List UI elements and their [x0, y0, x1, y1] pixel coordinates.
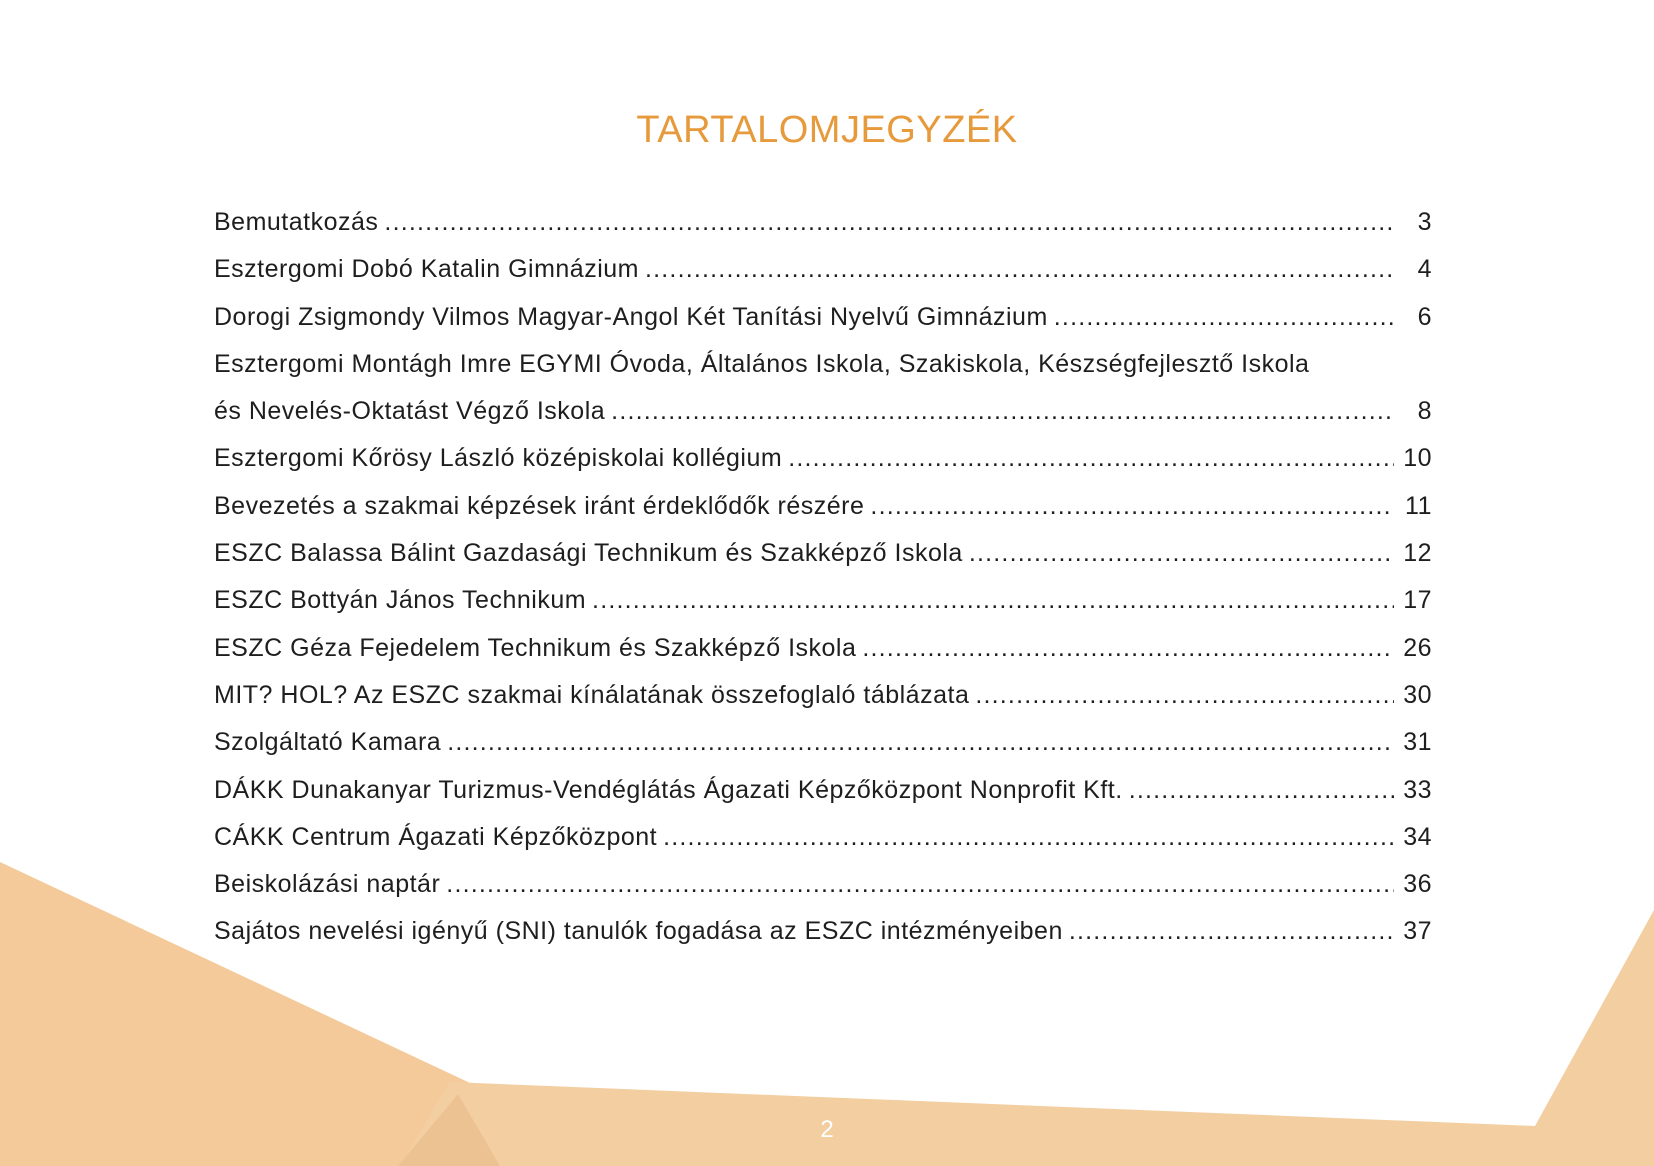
- toc-entry[interactable]: [214, 586, 1432, 633]
- toc-entry-label: és Nevelés-Oktatást Végző Iskola: [214, 397, 606, 426]
- toc-entry-label: DÁKK Dunakanyar Turizmus-Vendéglátás Ágazati Képzőközpont Nonprofit Kft.: [214, 775, 1123, 804]
- toc-entry-label: Sajátos nevelési igényű (SNI) tanulók fogadása az ESZC intézményeiben: [214, 917, 1063, 946]
- toc-entry-label: MIT? HOL? Az ESZC szakmai kínálatának összefoglaló táblázata: [214, 680, 970, 709]
- dot-leader: [446, 870, 1394, 899]
- dot-leader: [611, 397, 1394, 426]
- toc-entry[interactable]: [214, 208, 1432, 255]
- toc-entry[interactable]: [214, 303, 1432, 350]
- toc-entry-page: 3: [1417, 208, 1432, 236]
- toc-entry[interactable]: [214, 634, 1432, 681]
- toc-entry[interactable]: [214, 870, 1432, 917]
- dot-leader: [645, 255, 1394, 284]
- toc-entry-page: 33: [1403, 775, 1432, 804]
- toc-entry-page: 4: [1417, 255, 1432, 284]
- dot-leader: [862, 634, 1394, 663]
- toc-entry[interactable]: [214, 492, 1432, 539]
- toc-entry[interactable]: [214, 397, 1432, 444]
- toc-entry-page: 37: [1403, 917, 1432, 946]
- dot-leader: [1069, 917, 1394, 946]
- toc-entry[interactable]: [214, 776, 1432, 823]
- toc-entry-page: 26: [1403, 633, 1432, 662]
- toc-entry[interactable]: [214, 444, 1432, 491]
- dot-leader: [870, 492, 1394, 521]
- toc-entry-label: Dorogi Zsigmondy Vilmos Magyar-Angol Két Tanítási Nyelvű Gimnázium: [214, 302, 1048, 331]
- dot-leader: [975, 681, 1394, 710]
- toc-entry-label: Esztergomi Montágh Imre EGYMI Óvoda, Általános Iskola, Szakiskola, Készségfejlesztő Iskola: [214, 349, 1310, 378]
- dot-leader: [384, 208, 1394, 237]
- toc-entry[interactable]: [214, 350, 1432, 397]
- page-number: 2: [820, 1116, 834, 1143]
- toc-entry[interactable]: [214, 917, 1432, 964]
- toc-entry-label: CÁKK Centrum Ágazati Képzőközpont: [214, 822, 658, 851]
- toc-entry[interactable]: [214, 539, 1432, 586]
- toc-entry[interactable]: [214, 823, 1432, 870]
- toc-entry-page: 12: [1403, 539, 1432, 568]
- toc-entry-page: 30: [1403, 680, 1432, 709]
- dot-leader: [663, 823, 1394, 852]
- toc-entry-page: 36: [1403, 870, 1432, 899]
- toc-entry-label: ESZC Bottyán János Technikum: [214, 586, 587, 615]
- toc-entry-label: Beiskolázási naptár: [214, 870, 441, 899]
- toc-entry-label: Bevezetés a szakmai képzések iránt érdeklődők részére: [214, 491, 865, 520]
- toc-entry-label: Szolgáltató Kamara: [214, 728, 442, 757]
- toc-entry-label: Esztergomi Kőrösy László középiskolai kollégium: [214, 444, 783, 473]
- toc-entry-page: 10: [1403, 444, 1432, 473]
- toc-entry[interactable]: [214, 255, 1432, 302]
- toc-entry-page: 17: [1403, 586, 1432, 615]
- dot-leader: [969, 539, 1394, 568]
- toc-entry-page: 31: [1403, 728, 1432, 757]
- dot-leader: [1129, 776, 1394, 805]
- toc-entry-label: ESZC Géza Fejedelem Technikum és Szakképző Iskola: [214, 633, 857, 662]
- toc-entry-label: Bemutatkozás: [214, 208, 379, 236]
- table-of-contents: [214, 208, 1432, 965]
- dot-leader: [447, 728, 1394, 757]
- dot-leader: [592, 586, 1394, 615]
- toc-entry-page: 11: [1405, 491, 1432, 520]
- toc-entry-label: ESZC Balassa Bálint Gazdasági Technikum és Szakképző Iskola: [214, 539, 963, 568]
- toc-entry-label: Esztergomi Dobó Katalin Gimnázium: [214, 255, 639, 284]
- toc-entry-page: 8: [1417, 397, 1432, 426]
- toc-entry[interactable]: [214, 681, 1432, 728]
- toc-entry-page: 6: [1417, 302, 1432, 331]
- dot-leader: [788, 444, 1394, 473]
- page-title: TARTALOMJEGYZÉK: [636, 109, 1018, 152]
- dot-leader: [1054, 303, 1394, 332]
- toc-entry[interactable]: [214, 728, 1432, 775]
- toc-entry-page: 34: [1403, 822, 1432, 851]
